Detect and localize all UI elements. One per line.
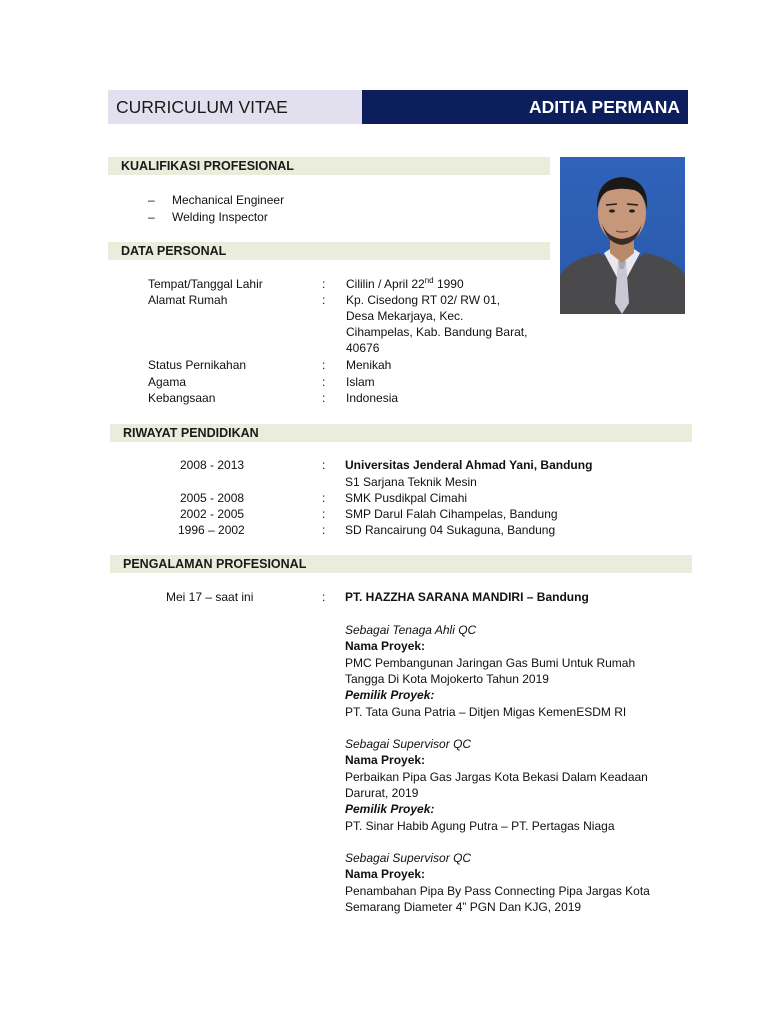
qualification-item: Mechanical Engineer xyxy=(172,193,285,207)
section-personal-title: DATA PERSONAL xyxy=(121,244,227,258)
education-years: 2008 - 2013 xyxy=(180,458,245,472)
nationality-label: Kebangsaan xyxy=(148,391,216,405)
profile-photo xyxy=(560,157,685,314)
section-kualifikasi-title: KUALIFIKASI PROFESIONAL xyxy=(121,159,294,173)
section-kualifikasi xyxy=(108,157,550,175)
name-box xyxy=(362,90,688,124)
colon: : xyxy=(322,523,326,537)
colon: : xyxy=(322,277,326,291)
qualification-bullet: – xyxy=(148,193,155,207)
section-pengalaman xyxy=(110,555,692,573)
project-name-label: Nama Proyek: xyxy=(345,639,426,653)
address-line: Cihampelas, Kab. Bandung Barat, xyxy=(346,325,528,339)
address-label: Alamat Rumah xyxy=(148,293,228,307)
address-line: Desa Mekarjaya, Kec. xyxy=(346,309,464,323)
project-owner: PT. Tata Guna Patria – Ditjen Migas KemenESDM RI xyxy=(345,705,627,719)
education-school: Universitas Jenderal Ahmad Yani, Bandung xyxy=(345,458,593,472)
qualification-bullet: – xyxy=(148,210,155,224)
address-line: Kp. Cisedong RT 02/ RW 01, xyxy=(346,293,501,307)
education-years: 2005 - 2008 xyxy=(180,491,245,505)
education-school: SMK Pusdikpal Cimahi xyxy=(345,491,468,505)
project-name-label: Nama Proyek: xyxy=(345,753,426,767)
education-years: 2002 - 2005 xyxy=(180,507,245,521)
colon: : xyxy=(322,507,326,521)
project-owner-label: Pemilik Proyek: xyxy=(345,688,435,702)
project-name-label: Nama Proyek: xyxy=(345,867,426,881)
colon: : xyxy=(322,358,326,372)
education-years: 1996 – 2002 xyxy=(178,523,245,537)
section-pendidikan-title: RIWAYAT PENDIDIKAN xyxy=(123,426,259,440)
address-line: 40676 xyxy=(346,341,380,355)
profile-photo-image xyxy=(560,157,685,314)
section-personal xyxy=(108,242,550,260)
qualification-item: Welding Inspector xyxy=(172,210,268,224)
project-role: Sebagai Supervisor QC xyxy=(345,737,472,751)
colon: : xyxy=(322,458,326,472)
project-name-line: Penambahan Pipa By Pass Connecting Pipa Jargas Kota xyxy=(345,884,650,898)
project-owner: PT. Sinar Habib Agung Putra – PT. Pertagas Niaga xyxy=(345,819,615,833)
colon: : xyxy=(322,293,326,307)
person-name: ADITIA PERMANA xyxy=(528,96,680,117)
project-name-line: Perbaikan Pipa Gas Jargas Kota Bekasi Dalam Keadaan xyxy=(345,770,648,784)
status-value: Menikah xyxy=(346,358,392,372)
project-role: Sebagai Supervisor QC xyxy=(345,851,472,865)
project-owner-label: Pemilik Proyek: xyxy=(345,802,435,816)
religion-label: Agama xyxy=(148,375,187,389)
project-name-line: Darurat, 2019 xyxy=(345,786,419,800)
education-detail: S1 Sarjana Teknik Mesin xyxy=(345,475,477,489)
status-label: Status Pernikahan xyxy=(148,358,247,372)
experience-period: Mei 17 – saat ini xyxy=(166,590,254,604)
religion-value: Islam xyxy=(346,375,375,389)
colon: : xyxy=(322,590,326,604)
colon: : xyxy=(322,391,326,405)
section-pengalaman-title: PENGALAMAN PROFESIONAL xyxy=(123,557,307,571)
birth-value: Cililin / April 22nd 1990 xyxy=(346,276,464,291)
colon: : xyxy=(322,375,326,389)
education-school: SMP Darul Falah Cihampelas, Bandung xyxy=(345,507,558,521)
project-role: Sebagai Tenaga Ahli QC xyxy=(345,623,477,637)
education-school: SD Rancairung 04 Sukaguna, Bandung xyxy=(345,523,556,537)
birth-label: Tempat/Tanggal Lahir xyxy=(148,277,263,291)
project-name-line: Tangga Di Kota Mojokerto Tahun 2019 xyxy=(345,672,549,686)
project-name-line: PMC Pembangunan Jaringan Gas Bumi Untuk Rumah xyxy=(345,656,636,670)
section-pendidikan xyxy=(110,424,692,442)
cv-title-box xyxy=(108,90,362,124)
project-name-line: Semarang Diameter 4” PGN Dan KJG, 2019 xyxy=(345,900,582,914)
nationality-value: Indonesia xyxy=(346,391,399,405)
experience-company: PT. HAZZHA SARANA MANDIRI – Bandung xyxy=(345,590,589,604)
cv-title: CURRICULUM VITAE xyxy=(116,96,288,117)
colon: : xyxy=(322,491,326,505)
